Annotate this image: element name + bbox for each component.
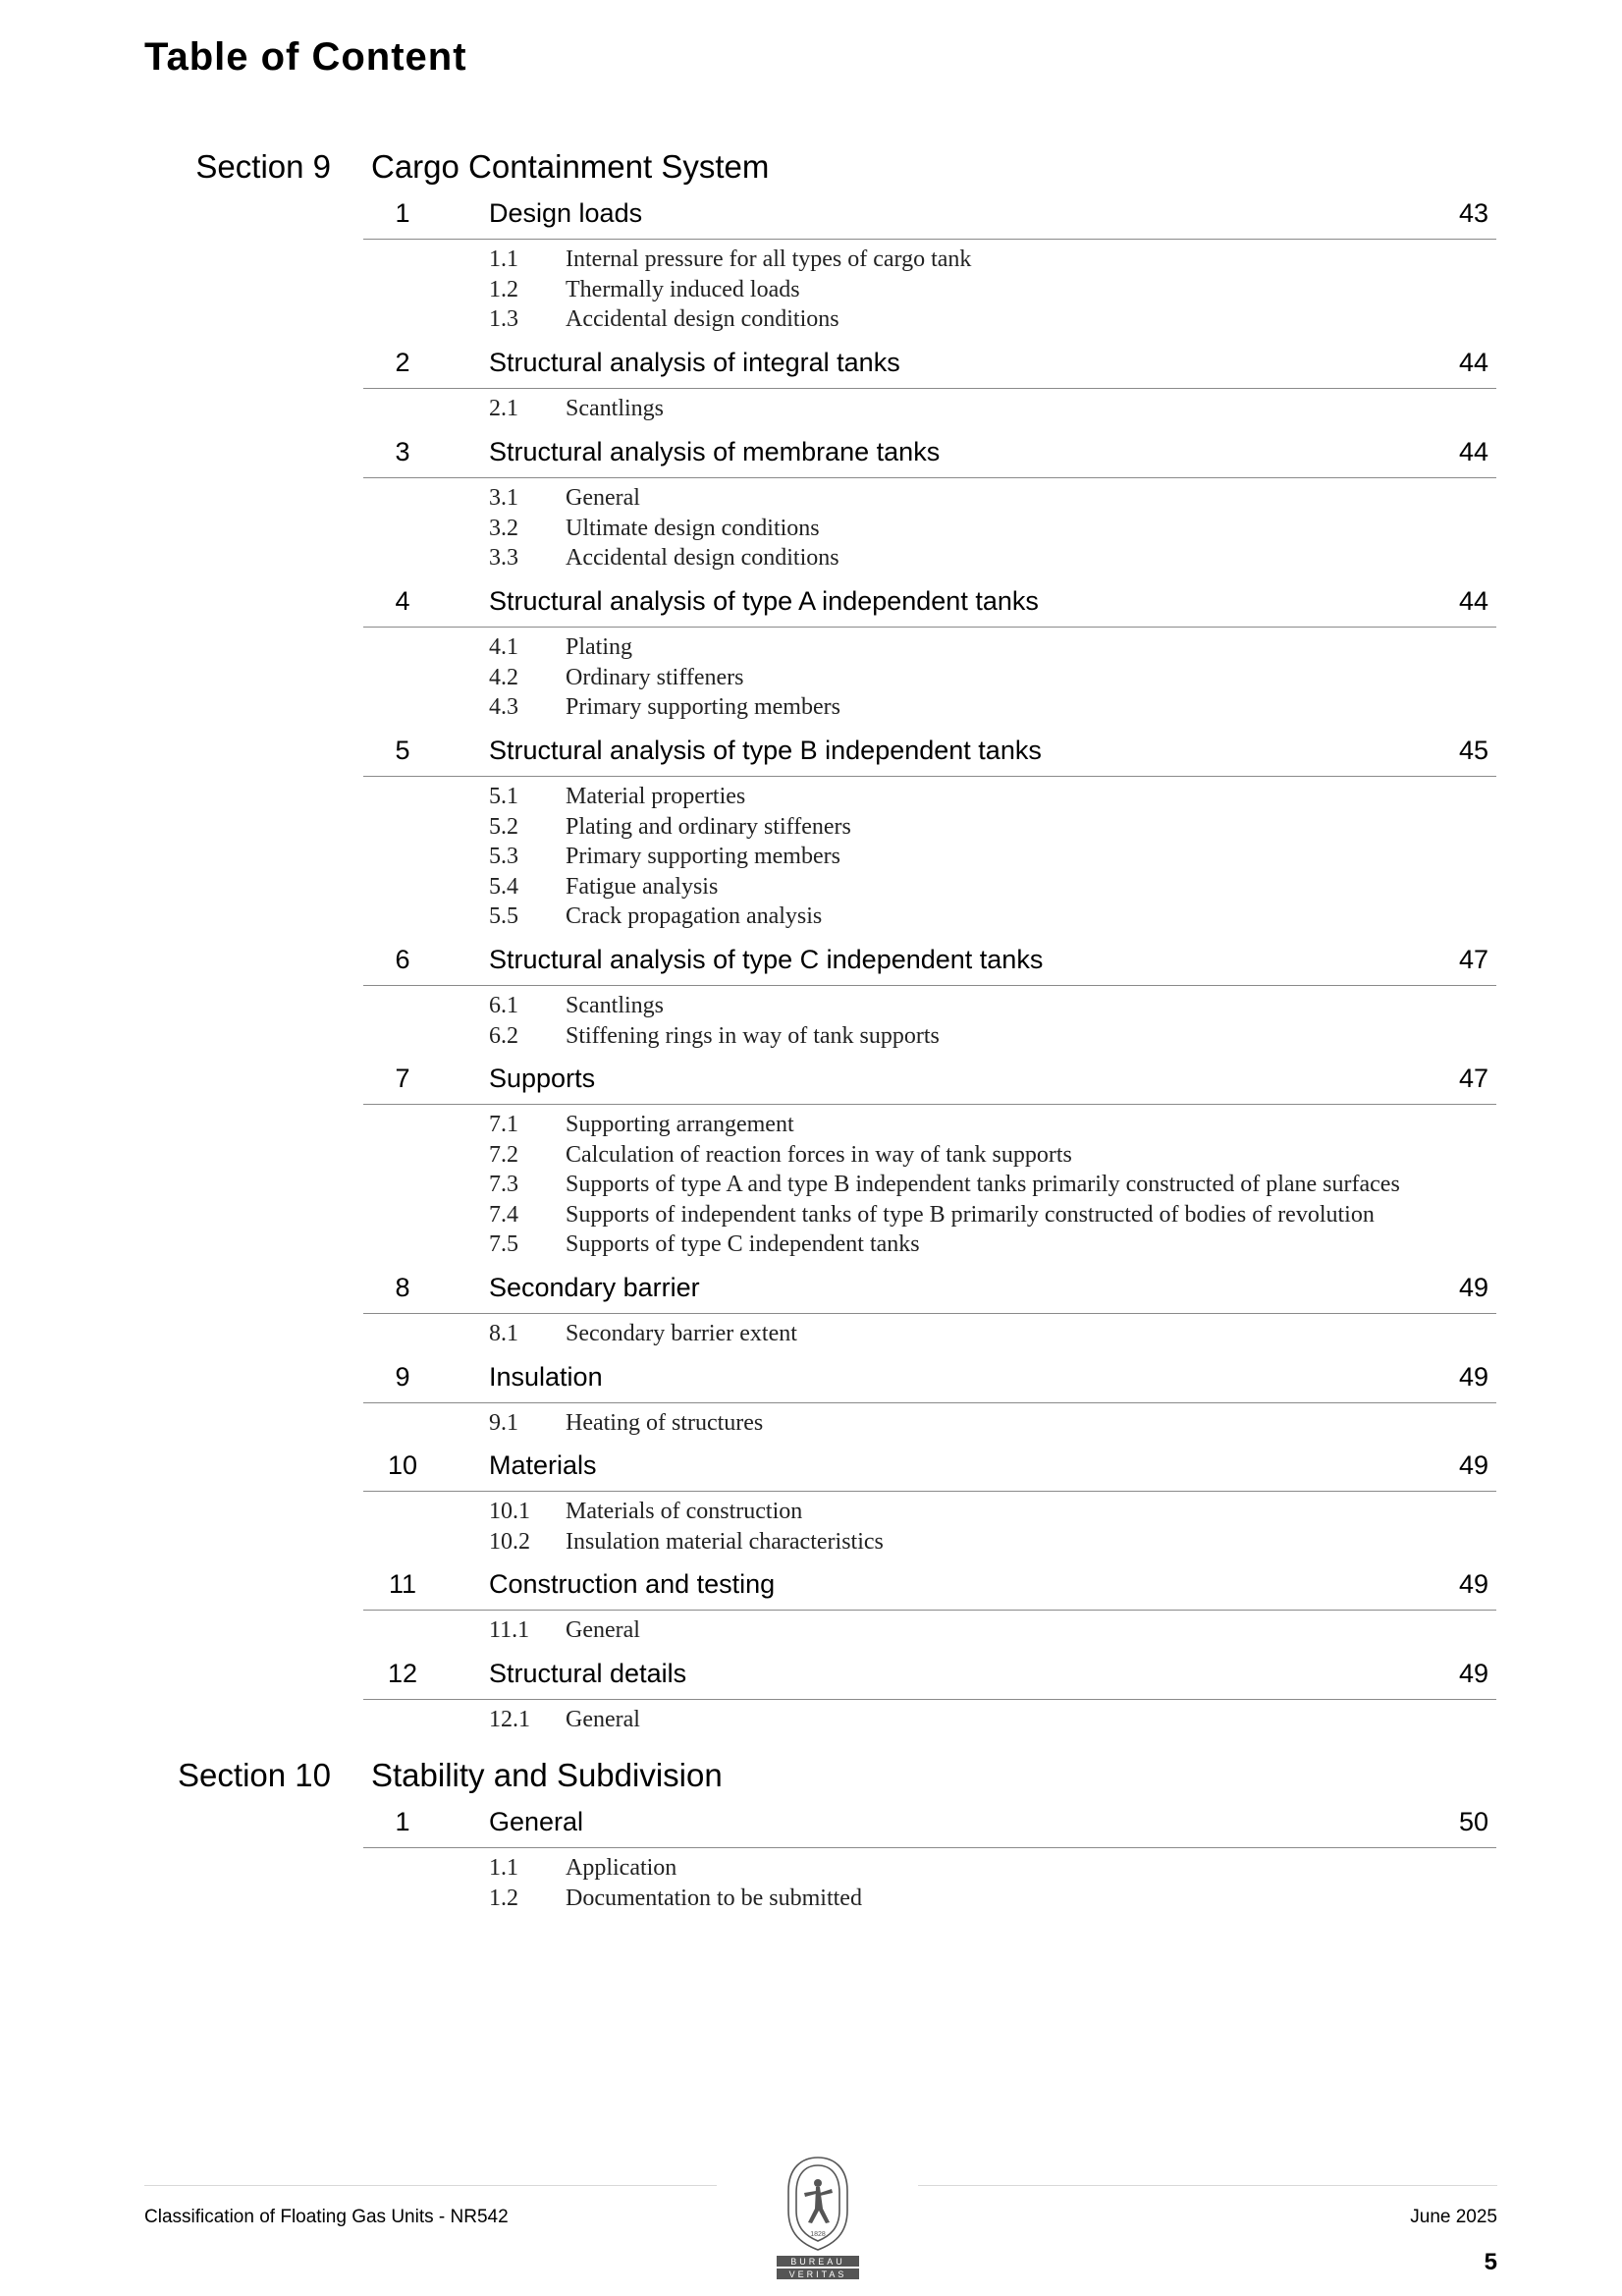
article-page-number: 49 bbox=[1458, 1273, 1488, 1302]
toc-article-9-9[interactable] bbox=[363, 1358, 1496, 1439]
article-number: 5 bbox=[395, 736, 410, 765]
subsection-title: Thermally induced loads bbox=[566, 276, 800, 302]
subsection-title: Crack propagation analysis bbox=[566, 903, 823, 929]
article-number: 1 bbox=[395, 198, 410, 228]
page-title: Table of Content bbox=[144, 35, 467, 79]
subsection-number: 1.1 bbox=[489, 1855, 518, 1881]
toc-subsection[interactable] bbox=[363, 1497, 1496, 1527]
subsection-number: 10.1 bbox=[489, 1499, 530, 1524]
article-title[interactable]: Structural analysis of integral tanks bbox=[489, 348, 900, 377]
toc-subsection[interactable] bbox=[363, 1615, 1496, 1646]
logo-text-top: BUREAU bbox=[790, 2257, 845, 2267]
subsection-number: 1.3 bbox=[489, 306, 518, 332]
toc-article-9-4[interactable] bbox=[363, 582, 1496, 723]
article-number: 10 bbox=[387, 1450, 418, 1480]
subsection-title: Application bbox=[566, 1855, 677, 1881]
article-page-number: 47 bbox=[1458, 945, 1488, 974]
article-title[interactable]: Structural analysis of type C independent tanks bbox=[489, 945, 1044, 974]
article-number: 7 bbox=[395, 1064, 410, 1093]
logo-year: 1828 bbox=[810, 2231, 826, 2238]
toc-article-9-2[interactable] bbox=[363, 344, 1496, 424]
footer-document-title: Classification of Floating Gas Units - NR542 bbox=[144, 2207, 509, 2227]
toc-article-9-1[interactable] bbox=[363, 194, 1496, 335]
section-title: Cargo Containment System bbox=[371, 148, 770, 185]
section-label: Section 9 bbox=[195, 148, 331, 185]
toc-subsection[interactable] bbox=[363, 991, 1496, 1021]
bureau-veritas-logo bbox=[771, 2154, 865, 2281]
article-title[interactable]: Structural analysis of type A independent tanks bbox=[489, 586, 1039, 616]
subsection-title: General bbox=[566, 1707, 640, 1732]
article-title[interactable]: Materials bbox=[489, 1450, 597, 1480]
toc-article-9-5[interactable] bbox=[363, 732, 1496, 932]
page-number: 5 bbox=[1484, 2249, 1497, 2275]
toc-subsection[interactable] bbox=[363, 692, 1496, 723]
subsection-number: 4.2 bbox=[489, 664, 518, 690]
subsection-title: Scantlings bbox=[566, 993, 664, 1018]
article-title[interactable]: Construction and testing bbox=[489, 1569, 776, 1599]
article-title[interactable]: Secondary barrier bbox=[489, 1273, 700, 1302]
subsection-number: 5.1 bbox=[489, 784, 518, 809]
subsection-title: Supports of independent tanks of type B primarily constructed of bodies of revolution bbox=[566, 1201, 1375, 1228]
toc-subsection[interactable] bbox=[363, 1853, 1496, 1884]
subsection-title: Secondary barrier extent bbox=[566, 1321, 797, 1346]
subsection-title: Calculation of reaction forces in way of tank supports bbox=[566, 1141, 1072, 1168]
article-number: 2 bbox=[395, 348, 410, 377]
article-number: 6 bbox=[395, 945, 410, 974]
section-title: Stability and Subdivision bbox=[371, 1757, 723, 1793]
subsection-title: Supporting arrangement bbox=[566, 1112, 794, 1137]
subsection-title: Primary supporting members bbox=[566, 694, 840, 720]
toc-subsection[interactable] bbox=[363, 902, 1496, 932]
footer-divider-left bbox=[144, 2185, 717, 2186]
subsection-title: Material properties bbox=[566, 784, 746, 809]
subsection-title: Accidental design conditions bbox=[566, 545, 839, 571]
subsection-number: 6.1 bbox=[489, 993, 518, 1018]
subsection-number: 7.1 bbox=[489, 1112, 518, 1137]
toc-subsection[interactable] bbox=[363, 1884, 1496, 1914]
subsection-number: 1.2 bbox=[489, 1885, 518, 1911]
article-number: 9 bbox=[395, 1362, 410, 1392]
logo-text-bottom: VERITAS bbox=[788, 2269, 847, 2279]
subsection-number: 5.5 bbox=[489, 903, 518, 929]
article-page-number: 49 bbox=[1458, 1659, 1488, 1688]
subsection-title: Ultimate design conditions bbox=[566, 515, 820, 541]
article-page-number: 44 bbox=[1458, 437, 1488, 466]
article-page-number: 43 bbox=[1458, 198, 1488, 228]
subsection-number: 11.1 bbox=[489, 1617, 530, 1643]
subsection-number: 3.1 bbox=[489, 485, 518, 511]
subsection-number: 9.1 bbox=[489, 1410, 518, 1436]
article-page-number: 45 bbox=[1458, 736, 1488, 765]
toc-subsection[interactable] bbox=[363, 1705, 1496, 1735]
subsection-number: 1.2 bbox=[489, 276, 518, 302]
subsection-title: Materials of construction bbox=[566, 1499, 803, 1524]
article-title[interactable]: Insulation bbox=[489, 1362, 603, 1392]
toc-subsection[interactable] bbox=[363, 1319, 1496, 1349]
article-page-number: 49 bbox=[1458, 1569, 1488, 1599]
toc-subsection[interactable] bbox=[363, 304, 1496, 335]
subsection-number: 7.4 bbox=[489, 1201, 518, 1228]
toc-article-9-11[interactable] bbox=[363, 1565, 1496, 1646]
subsection-title: Supports of type A and type B independent tanks primarily constructed of plane surfaces bbox=[566, 1172, 1400, 1197]
subsection-title: Heating of structures bbox=[566, 1410, 764, 1436]
subsection-number: 7.2 bbox=[489, 1141, 518, 1168]
toc-article-9-12[interactable] bbox=[363, 1655, 1496, 1735]
toc-article-9-6[interactable] bbox=[363, 941, 1496, 1051]
article-title[interactable]: Supports bbox=[489, 1064, 596, 1093]
toc-subsection[interactable] bbox=[363, 1200, 1496, 1230]
toc-article-9-3[interactable] bbox=[363, 433, 1496, 574]
subsection-number: 7.5 bbox=[489, 1231, 518, 1257]
article-page-number: 50 bbox=[1458, 1807, 1488, 1836]
article-number: 11 bbox=[388, 1569, 417, 1599]
toc-subsection[interactable] bbox=[363, 663, 1496, 693]
subsection-title: Documentation to be submitted bbox=[566, 1885, 862, 1911]
article-title[interactable]: General bbox=[489, 1807, 584, 1836]
subsection-title: General bbox=[566, 1617, 640, 1643]
toc-subsection[interactable] bbox=[363, 483, 1496, 514]
toc-subsection[interactable] bbox=[363, 632, 1496, 663]
subsection-number: 5.2 bbox=[489, 813, 518, 840]
subsection-number: 5.3 bbox=[489, 844, 518, 869]
article-page-number: 44 bbox=[1458, 586, 1488, 616]
subsection-title: Plating and ordinary stiffeners bbox=[566, 813, 851, 840]
toc-subsection[interactable] bbox=[363, 1110, 1496, 1140]
toc-subsection[interactable] bbox=[363, 1527, 1496, 1558]
subsection-number: 8.1 bbox=[489, 1321, 518, 1346]
article-page-number: 49 bbox=[1458, 1450, 1488, 1480]
toc-subsection[interactable] bbox=[363, 275, 1496, 305]
toc-article-9-7[interactable] bbox=[363, 1060, 1496, 1260]
toc-subsection[interactable] bbox=[363, 543, 1496, 574]
subsection-number: 2.1 bbox=[489, 396, 518, 421]
subsection-title: Scantlings bbox=[566, 396, 664, 421]
article-page-number: 47 bbox=[1458, 1064, 1488, 1093]
subsection-title: Insulation material characteristics bbox=[566, 1528, 884, 1555]
subsection-title: Fatigue analysis bbox=[566, 873, 719, 900]
subsection-title: Primary supporting members bbox=[566, 844, 840, 869]
toc-subsection[interactable] bbox=[363, 812, 1496, 843]
toc-subsection[interactable] bbox=[363, 782, 1496, 812]
article-title[interactable]: Structural analysis of type B independent tanks bbox=[489, 736, 1042, 765]
article-number: 3 bbox=[395, 437, 410, 466]
subsection-title: Internal pressure for all types of cargo tank bbox=[566, 246, 972, 272]
subsection-title: Supports of type C independent tanks bbox=[566, 1231, 920, 1257]
article-title[interactable]: Design loads bbox=[489, 198, 643, 228]
subsection-number: 3.3 bbox=[489, 545, 518, 571]
toc-subsection[interactable] bbox=[363, 394, 1496, 424]
subsection-title: Stiffening rings in way of tank supports bbox=[566, 1022, 940, 1049]
toc-subsection[interactable] bbox=[363, 245, 1496, 275]
toc-subsection[interactable] bbox=[363, 1408, 1496, 1439]
subsection-number: 4.3 bbox=[489, 694, 518, 720]
article-page-number: 44 bbox=[1458, 348, 1488, 377]
footer-date: June 2025 bbox=[1410, 2207, 1497, 2227]
subsection-title: General bbox=[566, 485, 640, 511]
article-title[interactable]: Structural analysis of membrane tanks bbox=[489, 437, 941, 466]
toc-article-9-10[interactable] bbox=[363, 1447, 1496, 1557]
article-title[interactable]: Structural details bbox=[489, 1659, 687, 1688]
toc-subsection[interactable] bbox=[363, 872, 1496, 902]
footer-divider-right bbox=[918, 2185, 1497, 2186]
subsection-number: 6.2 bbox=[489, 1022, 518, 1049]
article-number: 12 bbox=[387, 1659, 418, 1688]
subsection-number: 3.2 bbox=[489, 515, 518, 541]
article-page-number: 49 bbox=[1458, 1362, 1488, 1392]
subsection-title: Accidental design conditions bbox=[566, 306, 839, 332]
toc-subsection[interactable] bbox=[363, 1170, 1496, 1200]
subsection-number: 12.1 bbox=[489, 1707, 530, 1732]
toc-subsection[interactable] bbox=[363, 1021, 1496, 1052]
subsection-number: 1.1 bbox=[489, 246, 518, 272]
toc-subsection[interactable] bbox=[363, 514, 1496, 544]
article-number: 8 bbox=[395, 1273, 410, 1302]
subsection-number: 10.2 bbox=[489, 1528, 530, 1555]
subsection-title: Plating bbox=[566, 634, 633, 660]
article-number: 1 bbox=[395, 1807, 410, 1836]
toc-article-9-8[interactable] bbox=[363, 1269, 1496, 1349]
subsection-title: Ordinary stiffeners bbox=[566, 664, 744, 690]
toc-subsection[interactable] bbox=[363, 1230, 1496, 1260]
article-number: 4 bbox=[395, 586, 410, 616]
toc-subsection[interactable] bbox=[363, 842, 1496, 872]
toc-subsection[interactable] bbox=[363, 1140, 1496, 1171]
subsection-number: 5.4 bbox=[489, 873, 518, 900]
subsection-number: 7.3 bbox=[489, 1172, 518, 1197]
subsection-number: 4.1 bbox=[489, 634, 518, 660]
section-label: Section 10 bbox=[178, 1757, 331, 1793]
toc-article-10-1[interactable] bbox=[363, 1803, 1496, 1913]
